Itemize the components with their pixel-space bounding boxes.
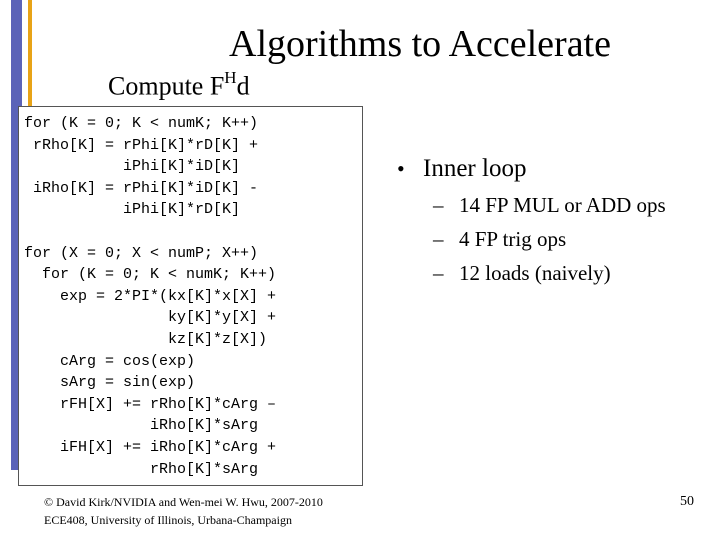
sub-bullet-item bbox=[433, 259, 707, 287]
code-line: sArg = sin(exp) bbox=[24, 374, 196, 392]
code-line: for (K = 0; K < numK; K++) bbox=[24, 266, 277, 284]
slide-title: Algorithms to Accelerate bbox=[229, 23, 611, 65]
bullet-text: Inner loop bbox=[423, 155, 527, 182]
code-line: iPhi[K]*rD[K] bbox=[24, 201, 241, 219]
page-number: 50 bbox=[680, 494, 694, 509]
code-line: exp = 2*PI*(kx[K]*x[X] + bbox=[24, 287, 277, 305]
subtitle-main: Compute F bbox=[108, 71, 225, 101]
code-line: rRho[K]*sArg bbox=[24, 460, 259, 478]
slide-subtitle bbox=[108, 70, 250, 102]
footer-copyright bbox=[44, 493, 323, 529]
code-line: kz[K]*z[X]) bbox=[24, 330, 268, 348]
sub-bullet-text: 4 FP trig ops bbox=[459, 227, 567, 251]
code-line: iPhi[K]*iD[K] bbox=[24, 158, 241, 176]
sub-bullet-marker: – bbox=[433, 227, 444, 251]
code-line: iFH[X] += iRho[K]*cArg + bbox=[24, 438, 277, 456]
code-listing bbox=[24, 113, 276, 480]
code-line: rFH[X] += rRho[K]*cArg – bbox=[24, 395, 277, 413]
sub-bullet-item bbox=[433, 191, 707, 219]
code-line: iRho[K]*sArg bbox=[24, 417, 259, 435]
bullet-marker: • bbox=[397, 156, 405, 181]
code-line: rRho[K] = rPhi[K]*rD[K] + bbox=[24, 136, 259, 154]
sub-bullet-item bbox=[433, 225, 707, 253]
sub-bullet-list bbox=[397, 191, 707, 287]
sub-bullet-text: 12 loads (naively) bbox=[459, 261, 611, 285]
subtitle-tail: d bbox=[236, 71, 250, 101]
code-box bbox=[18, 106, 363, 486]
sub-bullet-marker: – bbox=[433, 193, 444, 217]
sub-bullet-text: 14 FP MUL or ADD ops bbox=[459, 193, 666, 217]
code-line: for (K = 0; K < numK; K++) bbox=[24, 115, 259, 132]
code-line: iRho[K] = rPhi[K]*iD[K] - bbox=[24, 179, 259, 197]
subtitle-superscript: H bbox=[224, 68, 237, 87]
code-line: for (X = 0; X < numP; X++) bbox=[24, 244, 259, 262]
bullet-list bbox=[397, 155, 707, 293]
footer-line-2: ECE408, University of Illinois, Urbana-Champaign bbox=[44, 513, 292, 527]
code-line: cArg = cos(exp) bbox=[24, 352, 196, 370]
footer-line-1: © David Kirk/NVIDIA and Wen-mei W. Hwu, 2007-2010 bbox=[44, 495, 323, 509]
sub-bullet-marker: – bbox=[433, 261, 444, 285]
bullet-inner-loop bbox=[397, 155, 707, 183]
code-line: ky[K]*y[X] + bbox=[24, 309, 277, 327]
